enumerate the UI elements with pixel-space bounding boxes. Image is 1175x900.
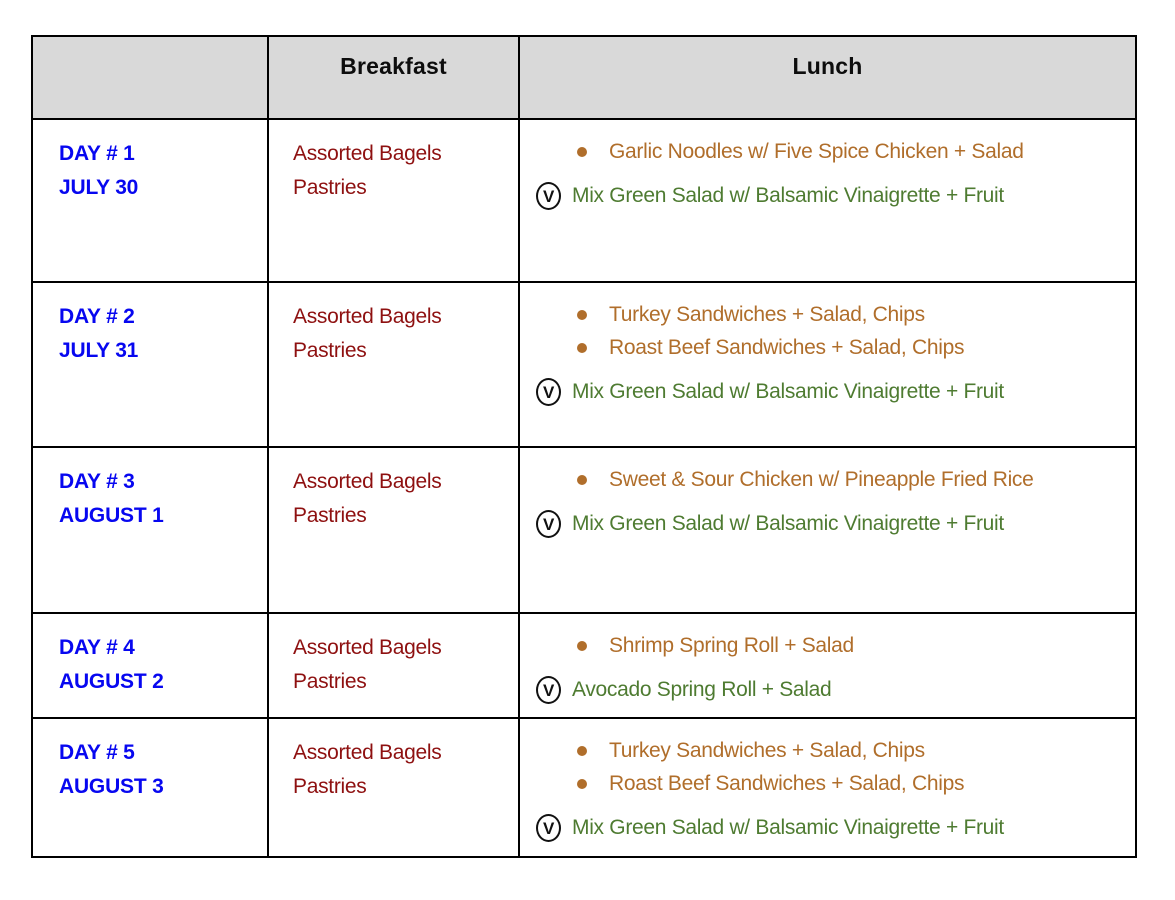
breakfast-item: Assorted Bagels xyxy=(293,305,442,328)
lunch-item-text: Roast Beef Sandwiches + Salad, Chips xyxy=(609,336,965,359)
dot-icon xyxy=(577,310,587,320)
day-label-line: JULY 31 xyxy=(59,339,139,362)
menu-table-body xyxy=(32,119,1136,857)
vegetarian-item-text: Mix Green Salad w/ Balsamic Vinaigrette + Fruit xyxy=(572,184,1004,207)
header-lunch-cell: Lunch xyxy=(519,36,1136,119)
menu-table xyxy=(31,35,1137,858)
lunch-cell xyxy=(519,282,1136,447)
dot-icon xyxy=(577,746,587,756)
breakfast-cell xyxy=(268,718,519,857)
lunch-cell xyxy=(519,613,1136,718)
vegetarian-item xyxy=(536,374,1127,410)
breakfast-cell xyxy=(268,282,519,447)
lunch-cell xyxy=(519,718,1136,857)
day-cell xyxy=(32,119,268,282)
circled-v-icon: V xyxy=(536,814,561,842)
breakfast-item: Pastries xyxy=(293,504,367,527)
lunch-item-text: Turkey Sandwiches + Salad, Chips xyxy=(609,303,925,326)
vegetarian-item xyxy=(536,810,1127,846)
breakfast-item: Assorted Bagels xyxy=(293,470,442,493)
lunch-bullet-item xyxy=(536,135,1127,168)
table-row xyxy=(32,718,1136,857)
circled-v-icon: V xyxy=(536,510,561,538)
lunch-cell xyxy=(519,119,1136,282)
lunch-item-text: Sweet & Sour Chicken w/ Pineapple Fried Rice xyxy=(609,468,1034,491)
breakfast-cell xyxy=(268,119,519,282)
lunch-bullet-item xyxy=(536,331,1127,364)
circled-v-icon: V xyxy=(536,182,561,210)
circled-v-icon: V xyxy=(536,676,561,704)
breakfast-item: Assorted Bagels xyxy=(293,636,442,659)
vegetarian-item-text: Mix Green Salad w/ Balsamic Vinaigrette + Fruit xyxy=(572,380,1004,403)
header-row xyxy=(32,36,1136,119)
day-label-line: AUGUST 2 xyxy=(59,670,164,693)
breakfast-item: Assorted Bagels xyxy=(293,142,442,165)
vegetarian-item xyxy=(536,178,1127,214)
lunch-item-text: Garlic Noodles w/ Five Spice Chicken + Salad xyxy=(609,140,1024,163)
table-row xyxy=(32,282,1136,447)
breakfast-cell xyxy=(268,447,519,613)
table-row xyxy=(32,119,1136,282)
vegetarian-item-text: Mix Green Salad w/ Balsamic Vinaigrette + Fruit xyxy=(572,816,1004,839)
vegetarian-item xyxy=(536,672,1127,708)
lunch-bullet-item xyxy=(536,298,1127,331)
dot-icon xyxy=(577,475,587,485)
lunch-item-text: Turkey Sandwiches + Salad, Chips xyxy=(609,739,925,762)
lunch-item-text: Roast Beef Sandwiches + Salad, Chips xyxy=(609,772,965,795)
day-label-line: DAY # 4 xyxy=(59,636,135,659)
lunch-bullet-item xyxy=(536,767,1127,800)
lunch-cell xyxy=(519,447,1136,613)
day-label-line: AUGUST 1 xyxy=(59,504,164,527)
vegetarian-item-text: Mix Green Salad w/ Balsamic Vinaigrette + Fruit xyxy=(572,512,1004,535)
day-label-line: DAY # 3 xyxy=(59,470,135,493)
circled-v-icon: V xyxy=(536,378,561,406)
day-cell xyxy=(32,718,268,857)
day-label-line: DAY # 1 xyxy=(59,142,135,165)
lunch-item-text: Shrimp Spring Roll + Salad xyxy=(609,634,854,657)
lunch-bullet-item xyxy=(536,463,1127,496)
breakfast-item: Pastries xyxy=(293,775,367,798)
breakfast-item: Pastries xyxy=(293,670,367,693)
lunch-bullet-item xyxy=(536,734,1127,767)
breakfast-item: Assorted Bagels xyxy=(293,741,442,764)
dot-icon xyxy=(577,147,587,157)
breakfast-cell xyxy=(268,613,519,718)
vegetarian-item-text: Avocado Spring Roll + Salad xyxy=(572,678,832,701)
table-row xyxy=(32,447,1136,613)
day-cell xyxy=(32,447,268,613)
day-cell xyxy=(32,613,268,718)
breakfast-item: Pastries xyxy=(293,339,367,362)
table-row xyxy=(32,613,1136,718)
day-label-line: AUGUST 3 xyxy=(59,775,164,798)
day-label-line: DAY # 2 xyxy=(59,305,135,328)
dot-icon xyxy=(577,343,587,353)
day-cell xyxy=(32,282,268,447)
lunch-bullet-item xyxy=(536,629,1127,662)
dot-icon xyxy=(577,641,587,651)
breakfast-item: Pastries xyxy=(293,176,367,199)
header-day-cell xyxy=(32,36,268,119)
header-breakfast-cell: Breakfast xyxy=(268,36,519,119)
dot-icon xyxy=(577,779,587,789)
day-label-line: JULY 30 xyxy=(59,176,139,199)
day-label-line: DAY # 5 xyxy=(59,741,135,764)
vegetarian-item xyxy=(536,506,1127,542)
